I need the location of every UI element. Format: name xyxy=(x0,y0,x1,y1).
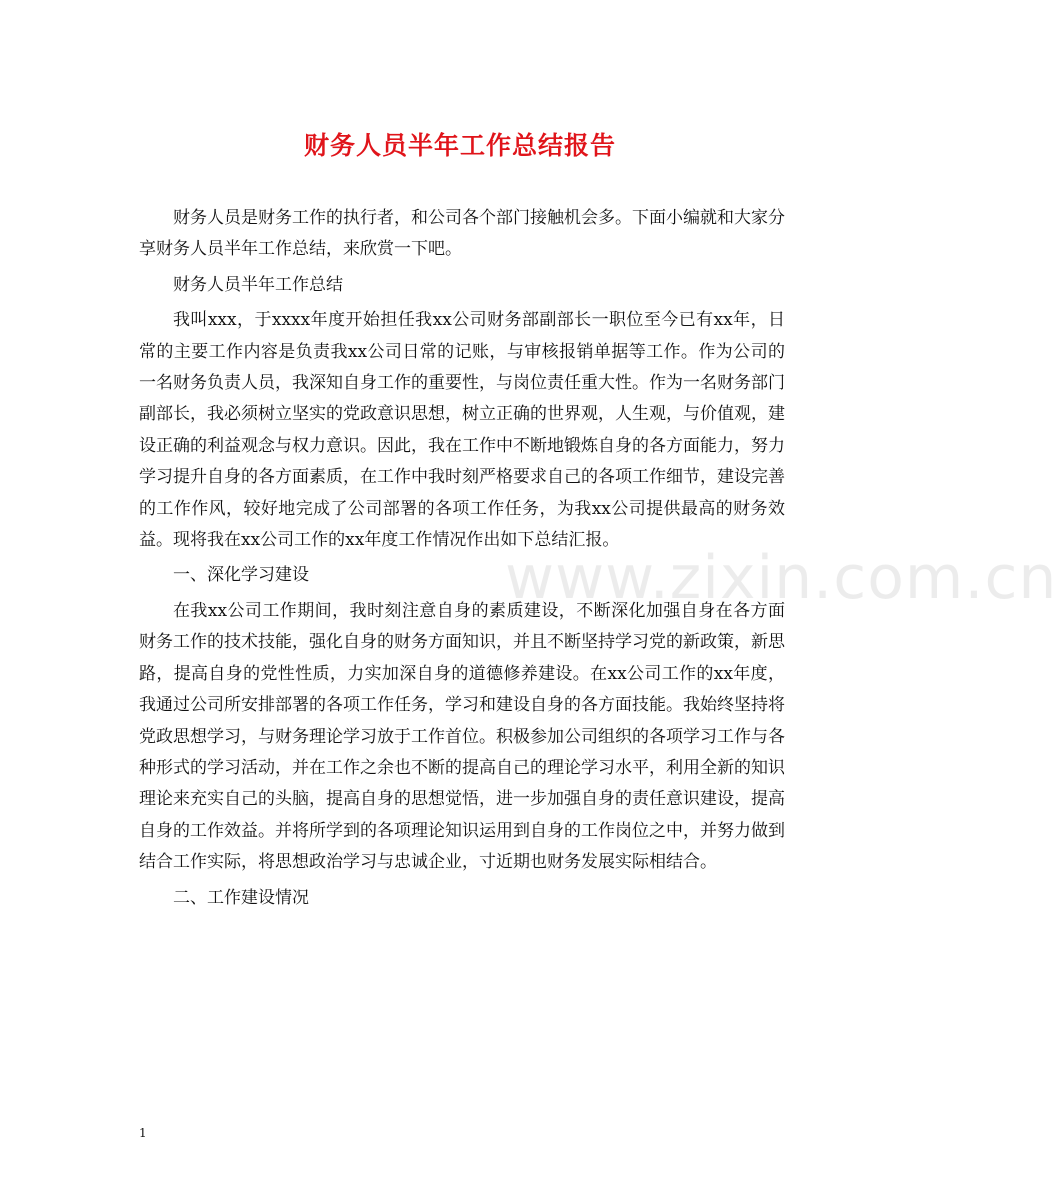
page-title: 财务人员半年工作总结报告 xyxy=(303,131,616,160)
page-number: 1 xyxy=(139,1126,147,1140)
document-body xyxy=(139,203,785,918)
watermark: www.zixin.com.cn xyxy=(505,543,1057,613)
section-heading-2: 二、工作建设情况 xyxy=(173,887,309,908)
section-heading-1: 一、深化学习建设 xyxy=(173,565,309,586)
intro-paragraph: 财务人员是财务工作的执行者，和公司各个部门接触机会多。下面小编就和大家分享财务人员半年工作总结，来欣赏一下吧。 xyxy=(139,208,785,260)
body-paragraph: 我叫xxx，于xxxx年度开始担任我xx公司财务部副部长一职位至今已有xx年，日常的主要工作内容是负责我xx公司日常的记账，与审核报销单据等工作。作为公司的一名财务负责人员，我深知自身工作的重要性，与岗位责任重大性。作为一名财务部门副部长，我必须树立坚实的党政意识思想，树立正确的世界观，人生观，与价值观，建设正确的利益观念与权力意识。因此，我在工作中不断地锻炼自身的各方面能力，努力学习提升自身的各方面素质，在工作中我时刻严格要求自己的各项工作细节，建设完善的工作作风，较好地完成了公司部署的各项工作任务，为我xx公司提供最高的财务效益。现将我在xx公司工作的xx年度工作情况作出如下总结汇报。 xyxy=(139,310,785,551)
body-paragraph: 在我xx公司工作期间，我时刻注意自身的素质建设，不断深化加强自身在各方面财务工作的技术技能，强化自身的财务方面知识，并且不断坚持学习党的新政策，新思路，提高自身的党性性质，力实加深自身的道德修养建设。在xx公司工作的xx年度，我通过公司所安排部署的各项工作任务，学习和建设自身的各方面技能。我始终坚持将党政思想学习，与财务理论学习放于工作首位。积极参加公司组织的各项学习工作与各种形式的学习活动，并在工作之余也不断的提高自己的理论学习水平，利用全新的知识理论来充实自己的头脑，提高自身的思想觉悟，进一步加强自身的责任意识建设，提高自身的工作效益。并将所学到的各项理论知识运用到自身的工作岗位之中，并努力做到结合工作实际，将思想政治学习与忠诚企业，寸近期也财务发展实际相结合。 xyxy=(139,600,785,873)
section-subtitle: 财务人员半年工作总结 xyxy=(173,274,343,295)
